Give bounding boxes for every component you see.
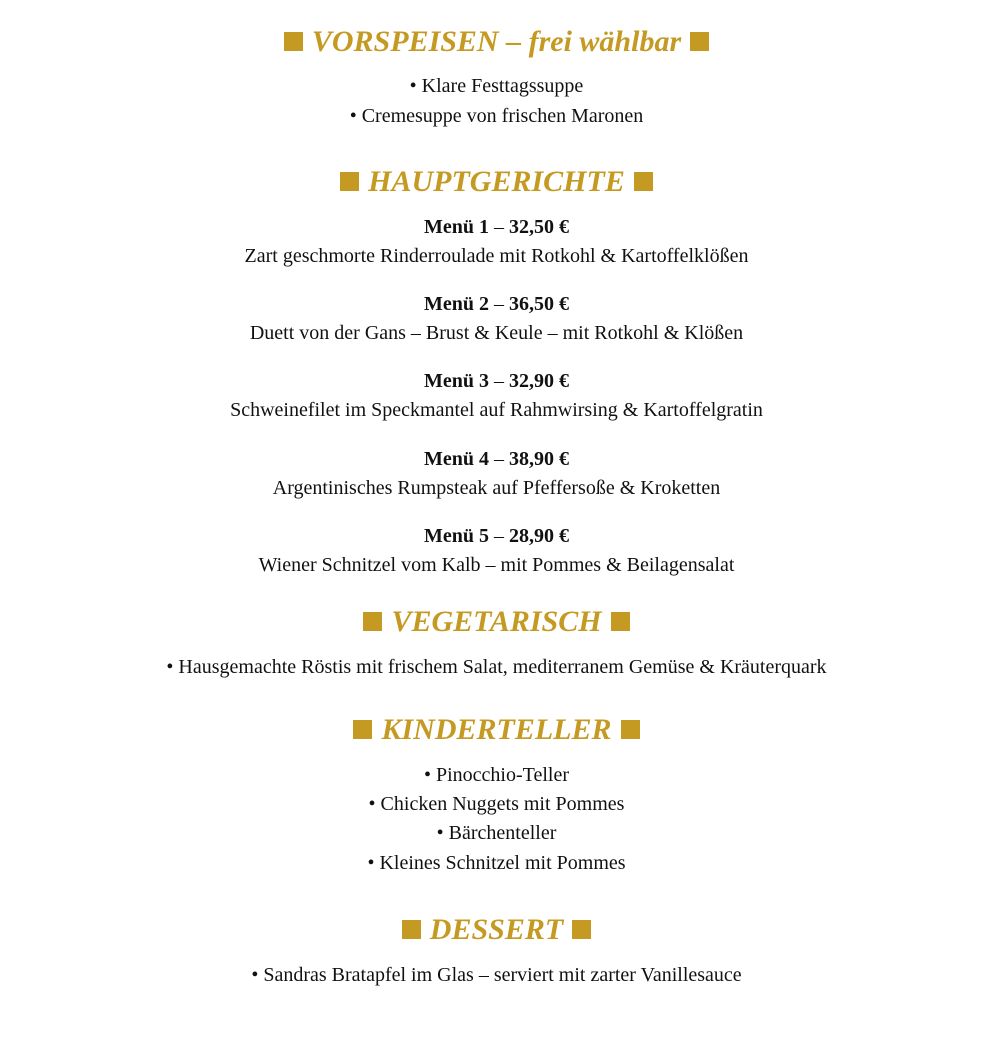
section-title: HAUPTGERICHTE: [368, 165, 625, 198]
menu-price: 28,90 €: [509, 525, 569, 547]
menu-title: [0, 368, 993, 394]
square-bullet-icon: [340, 172, 359, 191]
square-bullet-icon: [572, 920, 591, 939]
menu-label: Menü 2: [424, 293, 489, 315]
menu-dash: –: [494, 370, 504, 392]
section-heading-kinderteller: [0, 712, 993, 748]
section-heading-vegetarisch: [0, 604, 993, 640]
menu-description: Duett von der Gans – Brust & Keule – mit Rotkohl & Klößen: [249, 322, 744, 344]
square-bullet-icon: [611, 612, 630, 631]
section-title: VORSPEISEN – frei wählbar: [311, 25, 682, 58]
list-item: • Hausgemachte Röstis mit frischem Salat, mediterranem Gemüse & Kräuterquark: [166, 656, 827, 678]
square-bullet-icon: [353, 720, 372, 739]
list-item: • Bärchenteller: [436, 822, 557, 844]
menu-description: Wiener Schnitzel vom Kalb – mit Pommes & Beilagensalat: [258, 554, 735, 576]
list-item: • Cremesuppe von frischen Maronen: [349, 105, 644, 127]
menu-description: Schweinefilet im Speckmantel auf Rahmwirsing & Kartoffelgratin: [230, 399, 763, 421]
section-heading-vorspeisen: [0, 24, 993, 60]
menu-label: Menü 1: [424, 216, 489, 238]
menu-price: 32,50 €: [509, 216, 569, 238]
menu-dash: –: [494, 448, 504, 470]
list-item: • Klare Festtagssuppe: [409, 75, 584, 97]
square-bullet-icon: [690, 32, 709, 51]
menu-dash: –: [494, 525, 504, 547]
list-item: • Sandras Bratapfel im Glas – serviert mit zarter Vanillesauce: [251, 964, 742, 986]
square-bullet-icon: [284, 32, 303, 51]
section-title: DESSERT: [429, 913, 564, 946]
menu-title: [0, 214, 993, 240]
menu-dash: –: [494, 293, 504, 315]
square-bullet-icon: [634, 172, 653, 191]
section-heading-hauptgerichte: [0, 164, 993, 200]
menu-price: 32,90 €: [509, 370, 569, 392]
section-title: KINDERTELLER: [381, 713, 612, 746]
list-item: • Chicken Nuggets mit Pommes: [368, 793, 625, 815]
menu-price: 38,90 €: [509, 448, 569, 470]
menu-title: [0, 523, 993, 549]
menu-dash: –: [494, 216, 504, 238]
section-title: VEGETARISCH: [391, 605, 602, 638]
menu-description: Zart geschmorte Rinderroulade mit Rotkohl & Kartoffelklößen: [244, 245, 749, 267]
menu-title: [0, 446, 993, 472]
square-bullet-icon: [402, 920, 421, 939]
list-item: • Kleines Schnitzel mit Pommes: [367, 852, 626, 874]
menu-description: Argentinisches Rumpsteak auf Pfeffersoße & Kroketten: [272, 477, 721, 499]
menu-title: [0, 291, 993, 317]
menu-label: Menü 4: [424, 448, 489, 470]
menu-label: Menü 3: [424, 370, 489, 392]
square-bullet-icon: [363, 612, 382, 631]
square-bullet-icon: [621, 720, 640, 739]
section-heading-dessert: [0, 912, 993, 948]
list-item: • Pinocchio-Teller: [424, 764, 569, 786]
menu-label: Menü 5: [424, 525, 489, 547]
menu-price: 36,50 €: [509, 293, 569, 315]
